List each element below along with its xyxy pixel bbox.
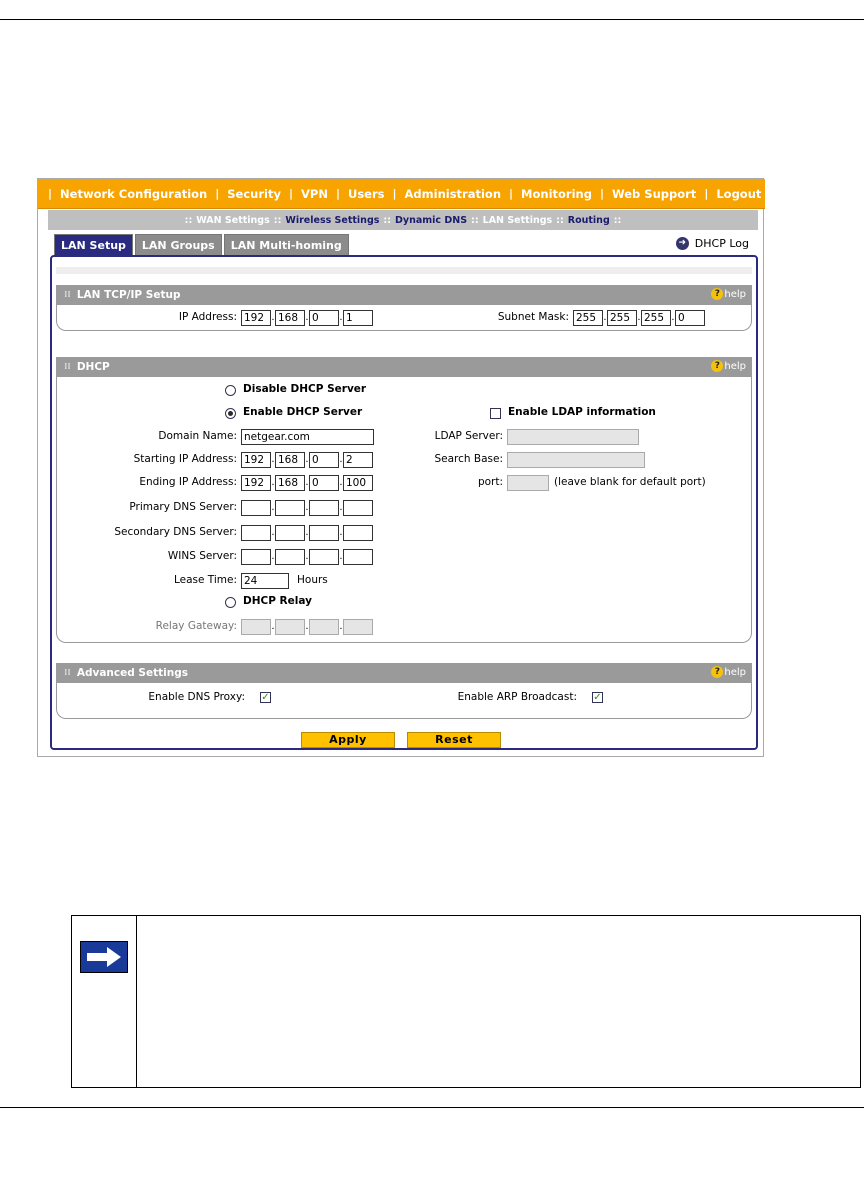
- port-input[interactable]: [507, 475, 549, 491]
- router-screenshot: [37, 178, 774, 757]
- section-header: [56, 357, 752, 377]
- wins-server-label: WINS Server:: [167, 550, 237, 562]
- primary-dns-field: . . .: [241, 500, 373, 516]
- grip-icon: ⁞⁞: [64, 362, 71, 372]
- question-icon: ?: [711, 288, 723, 300]
- ip-octet-2[interactable]: 168: [275, 310, 305, 326]
- starting-ip-label: Starting IP Address:: [133, 453, 237, 465]
- wins-octet-1[interactable]: [241, 549, 271, 565]
- question-icon: ?: [711, 666, 723, 678]
- start-octet-4[interactable]: 2: [343, 452, 373, 468]
- nav-separator: |: [335, 187, 340, 200]
- mask-octet-1[interactable]: 255: [573, 310, 603, 326]
- enable-dhcp-label: Enable DHCP Server: [243, 406, 363, 418]
- subnav-lan-settings[interactable]: LAN Settings: [482, 214, 553, 226]
- nav-monitoring[interactable]: Monitoring: [521, 186, 592, 201]
- enable-dhcp-radio[interactable]: [225, 408, 236, 419]
- bottom-rule: [0, 1107, 864, 1108]
- nav-separator: |: [509, 187, 514, 200]
- end-octet-1[interactable]: 192: [241, 475, 271, 491]
- apply-button[interactable]: Apply: [301, 732, 395, 748]
- end-octet-2[interactable]: 168: [275, 475, 305, 491]
- primary-dns-label: Primary DNS Server:: [129, 501, 237, 513]
- nav-web-support[interactable]: Web Support: [611, 186, 697, 201]
- ip-address-field: 192 . 168 . 0 . 1: [241, 310, 373, 326]
- dhcp-log-label: DHCP Log: [694, 237, 749, 250]
- section-title: Advanced Settings: [76, 667, 188, 679]
- nav-users[interactable]: Users: [347, 186, 385, 201]
- dhcp-log-link[interactable]: [676, 237, 749, 250]
- nav-administration[interactable]: Administration: [404, 186, 502, 201]
- port-hint: (leave blank for default port): [554, 476, 706, 488]
- help-link[interactable]: [711, 288, 746, 300]
- nav-security[interactable]: Security: [227, 186, 281, 201]
- relay-octet-1[interactable]: [241, 619, 271, 635]
- nav-separator: |: [769, 187, 774, 200]
- subnav-routing[interactable]: Routing: [567, 214, 610, 226]
- help-label: help: [724, 288, 746, 300]
- help-label: help: [724, 666, 746, 678]
- section-header: [56, 663, 752, 683]
- tab-lan-multi-homing[interactable]: LAN Multi-homing: [224, 234, 349, 256]
- nav-separator: |: [48, 187, 53, 200]
- subnet-mask-label: Subnet Mask:: [497, 311, 569, 323]
- wins-server-field: . . .: [241, 549, 373, 565]
- pdns-octet-1[interactable]: [241, 500, 271, 516]
- subnet-mask-field: 255 . 255 . 255 . 0: [573, 310, 705, 326]
- top-nav: [38, 179, 774, 209]
- start-octet-2[interactable]: 168: [275, 452, 305, 468]
- sdns-octet-1[interactable]: [241, 525, 271, 541]
- dns-proxy-label: Enable DNS Proxy:: [148, 691, 245, 703]
- question-icon: ?: [711, 360, 723, 372]
- relay-gateway-label: Relay Gateway:: [155, 620, 237, 632]
- section-body: [56, 305, 752, 331]
- ldap-server-input[interactable]: [507, 429, 639, 445]
- reset-button[interactable]: Reset: [407, 732, 501, 748]
- sub-nav: [48, 210, 758, 230]
- tab-lan-groups[interactable]: LAN Groups: [135, 234, 222, 256]
- tab-lan-setup[interactable]: LAN Setup: [54, 234, 133, 256]
- dns-proxy-checkbox[interactable]: ✓: [261, 692, 270, 703]
- nav-separator: |: [392, 187, 397, 200]
- subnav-dynamic-dns[interactable]: Dynamic DNS: [395, 214, 468, 226]
- end-octet-3[interactable]: 0: [309, 475, 339, 491]
- nav-network-configuration[interactable]: Network Configuration: [60, 186, 208, 201]
- ip-octet-1[interactable]: 192: [241, 310, 271, 326]
- secondary-dns-field: . . .: [241, 525, 373, 541]
- subnav-separator: ::: [613, 214, 622, 226]
- end-octet-4[interactable]: 100: [343, 475, 373, 491]
- pdns-octet-3[interactable]: [309, 500, 339, 516]
- mask-octet-3[interactable]: 255: [641, 310, 671, 326]
- search-base-label: Search Base:: [434, 453, 503, 465]
- advanced-settings-section: [56, 663, 752, 719]
- grip-icon: ⁞⁞: [64, 668, 71, 678]
- top-rule: [0, 19, 864, 20]
- domain-name-input[interactable]: netgear.com: [241, 429, 374, 445]
- wins-octet-3[interactable]: [309, 549, 339, 565]
- sdns-octet-4[interactable]: [343, 525, 373, 541]
- tab-bar: [54, 234, 351, 256]
- arp-broadcast-label: Enable ARP Broadcast:: [457, 691, 577, 703]
- help-link[interactable]: [711, 360, 746, 372]
- section-header: [56, 285, 752, 305]
- mask-octet-4[interactable]: 0: [675, 310, 705, 326]
- lan-tcpip-section: [56, 285, 752, 331]
- subnav-separator: ::: [383, 214, 392, 226]
- ip-address-label: IP Address:: [178, 311, 237, 323]
- start-octet-1[interactable]: 192: [241, 452, 271, 468]
- nav-separator: |: [704, 187, 709, 200]
- relay-gateway-field: . . .: [241, 619, 373, 635]
- search-base-input[interactable]: [507, 452, 645, 468]
- disable-dhcp-radio[interactable]: [225, 385, 236, 396]
- ending-ip-label: Ending IP Address:: [139, 476, 237, 488]
- relay-octet-2[interactable]: [275, 619, 305, 635]
- lease-time-input[interactable]: 24: [241, 573, 289, 589]
- nav-separator: |: [215, 187, 220, 200]
- help-label: help: [724, 360, 746, 372]
- relay-octet-4[interactable]: [343, 619, 373, 635]
- arrow-circle-icon: ➜: [676, 237, 689, 250]
- secondary-dns-label: Secondary DNS Server:: [114, 526, 237, 538]
- subnav-separator: ::: [471, 214, 479, 226]
- help-link[interactable]: [711, 666, 746, 678]
- section-body: [56, 683, 752, 719]
- ip-octet-4[interactable]: 1: [343, 310, 373, 326]
- nav-logout[interactable]: Logout: [716, 186, 762, 201]
- subnav-separator: ::: [556, 214, 564, 226]
- note-box: [71, 915, 861, 1088]
- subnav-wireless-settings[interactable]: Wireless Settings: [285, 214, 380, 226]
- wins-octet-2[interactable]: [275, 549, 305, 565]
- lease-time-unit: Hours: [297, 574, 328, 586]
- content-panel: [50, 255, 758, 750]
- subnav-separator: ::: [273, 214, 282, 226]
- grip-icon: ⁞⁞: [64, 290, 71, 300]
- enable-ldap-checkbox[interactable]: [490, 408, 501, 419]
- starting-ip-field: 192 . 168 . 0 . 2: [241, 452, 373, 468]
- start-octet-3[interactable]: 0: [309, 452, 339, 468]
- pdns-octet-4[interactable]: [343, 500, 373, 516]
- nav-vpn[interactable]: VPN: [301, 186, 328, 201]
- wins-octet-4[interactable]: [343, 549, 373, 565]
- nav-separator: |: [599, 187, 604, 200]
- pdns-octet-2[interactable]: [275, 500, 305, 516]
- ip-octet-3[interactable]: 0: [309, 310, 339, 326]
- status-strip: [56, 267, 752, 274]
- arp-broadcast-checkbox[interactable]: ✓: [593, 692, 602, 703]
- sdns-octet-3[interactable]: [309, 525, 339, 541]
- dhcp-relay-radio[interactable]: [225, 597, 236, 608]
- subnav-wan-settings[interactable]: WAN Settings: [196, 214, 270, 226]
- disable-dhcp-label: Disable DHCP Server: [243, 383, 367, 395]
- sdns-octet-2[interactable]: [275, 525, 305, 541]
- nav-separator: |: [288, 187, 293, 200]
- dhcp-section: [56, 357, 752, 643]
- subnav-separator: ::: [184, 214, 193, 226]
- lease-time-label: Lease Time:: [173, 574, 237, 586]
- domain-name-label: Domain Name:: [158, 430, 237, 442]
- section-title: DHCP: [76, 361, 110, 373]
- mask-octet-2[interactable]: 255: [607, 310, 637, 326]
- section-body: [56, 377, 752, 643]
- ending-ip-field: 192 . 168 . 0 . 100: [241, 475, 373, 491]
- section-title: LAN TCP/IP Setup: [76, 289, 181, 301]
- port-label: port:: [477, 476, 503, 488]
- dhcp-relay-label: DHCP Relay: [243, 595, 312, 607]
- note-divider: [136, 916, 137, 1087]
- note-arrow-icon: [80, 941, 128, 973]
- relay-octet-3[interactable]: [309, 619, 339, 635]
- ldap-server-label: LDAP Server:: [434, 430, 503, 442]
- enable-ldap-label: Enable LDAP information: [508, 406, 656, 418]
